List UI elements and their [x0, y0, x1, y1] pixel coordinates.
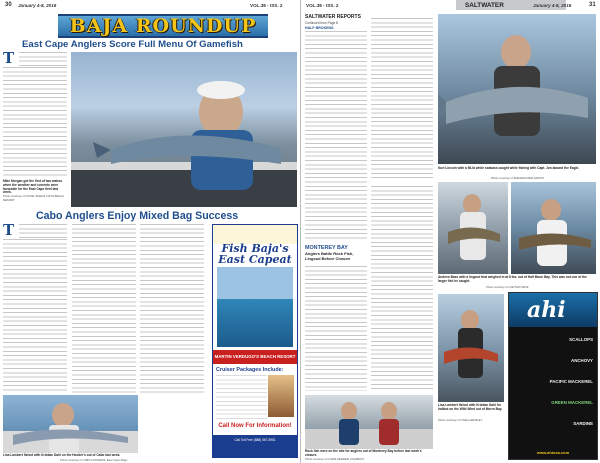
ad-title-line2: East Capeat: [218, 253, 292, 266]
story1-caption: [3, 180, 67, 203]
issue-date-right: January 4-8, 2016: [533, 3, 572, 8]
ahi-item-0: SCALLOPS: [569, 337, 593, 342]
ad-contact-text: Call Toll Free (888) 567-5951: [234, 438, 276, 442]
ad-small-photo: [268, 375, 294, 417]
page-number: 30: [5, 2, 12, 8]
photo4-caption: Rock fish were on the bite for anglers out of Monterey Bay before last week's closure.: [305, 449, 422, 457]
ahi-logo: ahi: [527, 297, 566, 323]
volume-label: VOL.38 - ISS. 2: [250, 3, 283, 8]
drop-cap: T: [3, 52, 15, 67]
ahi-item-4: SARDINE: [573, 421, 593, 426]
issue-date: January 4-8, 2016: [18, 3, 57, 8]
rockfish-photo: [438, 294, 504, 402]
ad-cruiser: Cruiser Packages Include:: [216, 367, 284, 373]
story2-credit: Photo courtesy of CABO HOOKERS, East Cape Mags: [60, 458, 128, 462]
story1-caption-text: Mike Morgan got the first of two wahoo when the weather and currents were favorable for the East Cape fleet last week.: [3, 179, 63, 195]
story2-col1: [3, 224, 67, 394]
story1-headline: East Cape Anglers Score Full Menu Of Gamefish: [22, 39, 243, 50]
monterey-col1: [305, 266, 367, 391]
ad-resort-photo: [217, 267, 293, 347]
story2-headline: Cabo Anglers Enjoy Mixed Bag Success: [36, 210, 239, 222]
ahi-item-2: PACIFIC MACKEREL: [549, 379, 593, 384]
ad-contact: [213, 435, 297, 458]
story1-credit: Photo courtesy of HOTEL BUENA VISTA BEACH RESORT: [3, 194, 65, 202]
ahi-item-3: GREEN MACKEREL: [551, 400, 593, 405]
sidebar-col2: [371, 18, 433, 178]
monterey-subhead: Anglers Battle Rock Fish, Lingcod Before Closure: [305, 251, 354, 261]
sidebar-byline-name: HALF BROKENS: [305, 26, 334, 30]
rockfish-catch-photo: [305, 395, 433, 449]
logo-text: BAJA ROUNDUP: [69, 15, 257, 37]
photo3-credit: Photo courtesy of LINDA HENSLEY: [438, 418, 483, 422]
photo1-credit: Photo courtesy of SHEARWATER GROUP: [491, 176, 545, 180]
ad-title-line1: Fish Baja's: [221, 242, 289, 255]
photo2-caption: Andrew Bass with a lingcod that weighed in at 8 lbs. out of Half Moon Bay. This was not one of the larger fish he caught.: [438, 275, 587, 283]
ahi-product-list: [509, 329, 597, 437]
ahi-logo-area: [509, 293, 597, 327]
halibut-photo: [511, 182, 596, 274]
story2-photo: [3, 395, 138, 453]
story2-col3: [140, 224, 204, 394]
section-title: SALTWATER: [465, 2, 504, 9]
ahi-item-1: ANCHOVY: [571, 358, 593, 363]
photo1-caption: Kurt Lincoln with a 98-lb white seabass caught while fishing with Capt. Jon aboard the Eagle.: [438, 166, 580, 170]
left-header: [0, 0, 300, 11]
east-cape-ad: [212, 224, 298, 458]
drop-cap-2: T: [3, 224, 15, 239]
ad-call: Call Now For Information!: [218, 423, 292, 429]
story2-col2: [72, 224, 136, 394]
photo2-credit: Photo courtesy of CAPTAIN PETE: [486, 285, 529, 289]
lingcod-photo: [438, 182, 508, 274]
ahi-bait-ad: [508, 292, 598, 460]
page-number-right: 31: [589, 2, 596, 8]
right-page: [300, 0, 600, 463]
ahi-url: www.ahiusa.com: [536, 450, 570, 455]
story1-col1: [3, 52, 67, 177]
sidebar-title: SALTWATER REPORTS: [305, 14, 361, 20]
monterey-col2: [371, 186, 433, 391]
sidebar-byline: Continued from Page 8: [305, 21, 338, 25]
photo3-caption: Lisa Lambert fished with Kristian Dahl for halibut on the Wild Wind out of Morro Bay.: [438, 403, 503, 411]
story1-photo: [71, 52, 297, 207]
right-header: [301, 0, 600, 11]
story2-caption: Lisa Lambert fished with Kristian Dahl on the Hooker's out of Cabo last week.: [3, 453, 121, 457]
monterey-headline: MONTEREY BAY: [305, 245, 348, 251]
baja-roundup-logo: [58, 11, 268, 37]
ad-resort-name: MARTIN VERDUGO'S BEACH RESORT: [213, 350, 297, 364]
photo4-credit: Photo courtesy of CHRIS HERRER, FISHBOAT: [305, 457, 365, 461]
sidebar-col1: [305, 31, 367, 241]
white-seabass-photo: [438, 14, 596, 164]
volume-label-right: VOL.38 - ISS. 2: [306, 3, 339, 8]
ad-title: [213, 243, 297, 265]
